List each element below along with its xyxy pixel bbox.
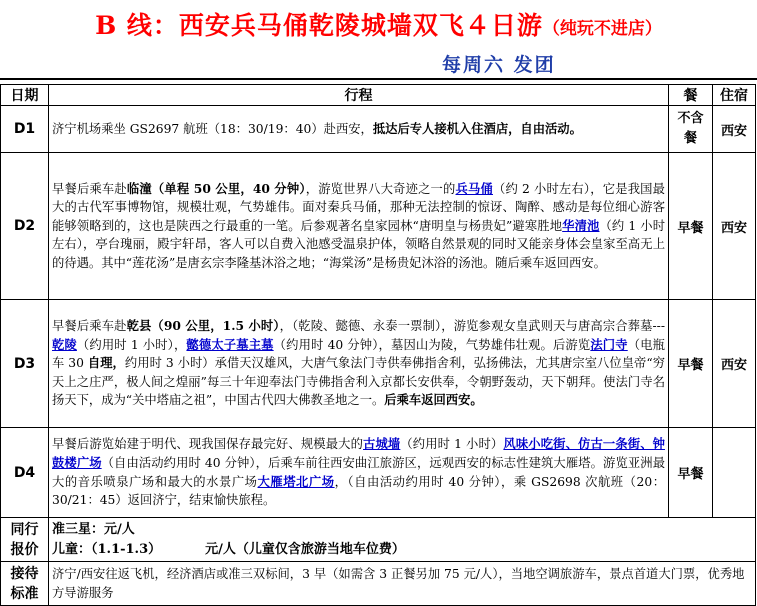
description-text: （约用时 40 分钟），墓因山为陵，气势雄伟壮观。后游览 bbox=[273, 337, 591, 352]
day-label: D1 bbox=[1, 106, 49, 153]
child-price bbox=[52, 540, 752, 560]
description-text: 早餐后乘车赴 bbox=[52, 181, 127, 196]
description-text: ，游览世界八大奇迹之一的 bbox=[305, 181, 456, 196]
attraction-link[interactable]: 法门寺 bbox=[590, 336, 628, 352]
day-meal: 早餐 bbox=[669, 153, 713, 300]
attraction-link[interactable]: 风味小吃街、仿古一条街、钟鼓楼广场 bbox=[52, 436, 665, 470]
header-date: 日期 bbox=[1, 85, 49, 106]
description-text: （约 2 小时左右），它是我国最大的古代军事博物馆，规模壮观，气势雄伟。面对秦兵马俑，那种无法控制的惊讶、陶醉、感动是每位细心游客能够领略到的，这也是陕西之行最重的一笔。后参观著名皇家园林“唐明皇与杨贵妃”避寒胜地 bbox=[52, 181, 665, 233]
day-hotel: 西安 bbox=[713, 153, 756, 300]
day-row-d4 bbox=[1, 428, 756, 518]
attraction-link[interactable]: 大雁塔北广场 bbox=[257, 473, 335, 489]
day-label: D3 bbox=[1, 300, 49, 428]
table-header-row bbox=[1, 85, 756, 106]
attraction-link[interactable]: 懿德太子墓主墓 bbox=[186, 336, 274, 352]
description-text: （约 1 小时左右），亭台瑰丽，殿宇轩昂，客人可以自费入池感受温泉护体，领略自然景观的同时又能亲身体会皇家至高无上的待遇。其中“莲花汤”是唐玄宗李隆基沐浴之地；“海棠汤”是杨贵妃沐浴的汤池。随后乘车返回西安。 bbox=[52, 218, 665, 270]
day-hotel: 西安 bbox=[713, 106, 756, 153]
emphasis-text: 自理， bbox=[87, 355, 125, 371]
header-divider bbox=[0, 78, 757, 80]
tour-subtitle: （纯玩不进店） bbox=[542, 19, 662, 39]
day-meal: 早餐 bbox=[669, 428, 713, 518]
day-label: D4 bbox=[1, 428, 49, 518]
tour-title: B 线：西安兵马俑乾陵城墙双飞４日游 bbox=[95, 11, 543, 40]
description-text: 济宁机场乘坐 GS2697 航班（18：30/19：40）赴西安， bbox=[52, 121, 373, 136]
day-row-d1 bbox=[1, 106, 756, 153]
emphasis-text: 后乘车返回西安。 bbox=[384, 392, 483, 408]
attraction-link[interactable]: 古城墙 bbox=[363, 436, 401, 452]
description-text: 早餐后乘车赴 bbox=[52, 319, 127, 334]
adult-price: 准三星：元/人 bbox=[52, 521, 135, 537]
description-text: ，（乾陵、懿德、永泰一票制），游览参观女皇武则天与唐高宗合葬墓--- bbox=[279, 319, 665, 334]
header-hotel: 住宿 bbox=[713, 85, 756, 106]
description-text: 约用时 3 小时）承借天汉雄风，大唐气象法门寺供奉佛指舍利，弘扬佛法，尤其唐宗室八位皇帝“穷天上之庄严，极人间之煌丽”每三十年迎奉法门寺佛指舍利入京都长安供奉，令朝野轰动，天下朝拜。使法门寺名扬天下，成为“关中塔庙之祖”，中国古代四大佛教圣地之一。 bbox=[52, 356, 665, 408]
description-text: （约用时 1 小时）， bbox=[76, 337, 187, 352]
service-standard-label: 接待标准 bbox=[1, 562, 49, 606]
page-title bbox=[0, 6, 757, 42]
pricing-label: 同行报价 bbox=[1, 518, 49, 562]
itinerary-table bbox=[0, 84, 756, 606]
pricing-details bbox=[49, 518, 756, 562]
child-price-label: 儿童：（1.1-1.3） bbox=[52, 541, 162, 557]
service-standard-row bbox=[1, 562, 756, 606]
header-itinerary: 行程 bbox=[49, 85, 669, 106]
description-text: （自由活动约用时 40 分钟），后乘车前往西安曲江旅游区，远观西安的标志性建筑大雁塔。游览亚洲最大的音乐喷泉广场和最大的水景广场 bbox=[52, 455, 665, 489]
day-description bbox=[49, 106, 669, 153]
attraction-link[interactable]: 乾陵 bbox=[52, 336, 77, 352]
day-row-d2 bbox=[1, 153, 756, 300]
description-text: （约用时 1 小时） bbox=[400, 437, 504, 452]
day-description bbox=[49, 153, 669, 300]
departure-schedule: 每周六 发团 bbox=[442, 54, 556, 76]
day-hotel: 西安 bbox=[713, 300, 756, 428]
service-standard-text: 济宁/西安往返飞机，经济酒店或准三双标间，3 早（如需含 3 正餐另加 75 元/人），当地空调旅游车，景点首道大门票，优秀地方导游服务 bbox=[49, 562, 756, 606]
header-meal: 餐 bbox=[669, 85, 713, 106]
description-text: （电瓶车 30 bbox=[52, 337, 665, 371]
attraction-link[interactable]: 华清池 bbox=[562, 217, 600, 233]
day-meal: 不含餐 bbox=[669, 106, 713, 153]
description-text: 早餐后游览始建于明代、现我国保存最完好、规模最大的 bbox=[52, 437, 364, 452]
emphasis-text: 临潼（单程 50 公里，40 分钟） bbox=[126, 180, 306, 196]
day-description bbox=[49, 300, 669, 428]
day-row-d3 bbox=[1, 300, 756, 428]
child-price-unit: 元/人（儿童仅含旅游当地车位费） bbox=[205, 541, 405, 557]
description-text: ，（自由活动约用时 40 分钟），乘 GS2698 次航班（20：30/21：45）返回济宁，结束愉快旅程。 bbox=[52, 474, 665, 508]
day-description bbox=[49, 428, 669, 518]
pricing-row bbox=[1, 518, 756, 562]
day-meal: 早餐 bbox=[669, 300, 713, 428]
day-hotel bbox=[713, 428, 756, 518]
emphasis-text: 抵达后专人接机入住酒店，自由活动。 bbox=[372, 120, 582, 136]
day-label: D2 bbox=[1, 153, 49, 300]
attraction-link[interactable]: 兵马俑 bbox=[455, 180, 493, 196]
emphasis-text: 乾县（90 公里，1.5 小时） bbox=[126, 318, 280, 334]
